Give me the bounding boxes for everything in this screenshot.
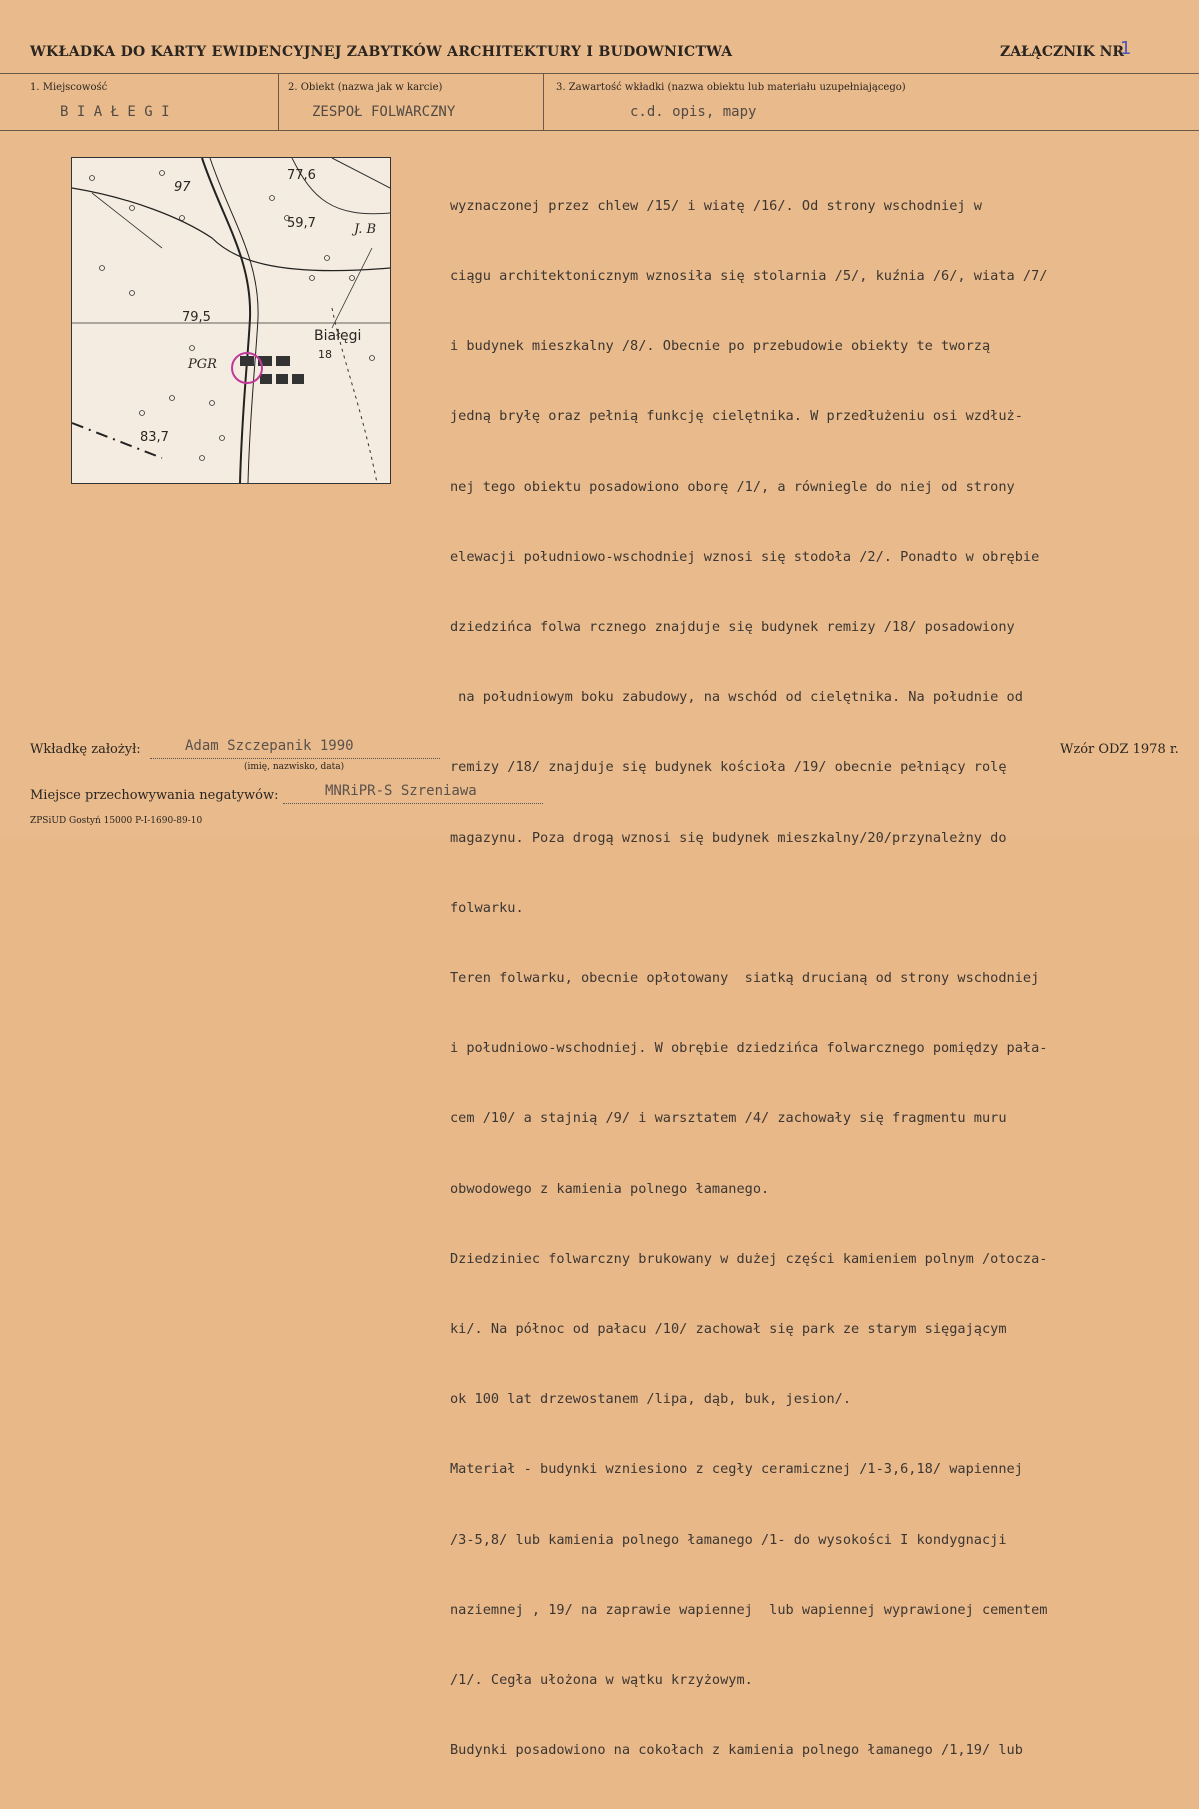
printer-imprint: ZPSiUD Gostyń 15000 P-I-1690-89-10	[30, 816, 203, 826]
storage-line	[283, 803, 543, 804]
header-rule	[0, 73, 1199, 74]
author-value: Adam Szczepanik 1990	[185, 738, 354, 754]
form-version: Wzór ODZ 1978 r.	[1060, 742, 1179, 757]
text-line: Dziedziniec folwarczny brukowany w dużej części kamieniem polnym /otoczа-	[450, 1250, 1048, 1267]
map-label-elevation-59: 59,7	[287, 216, 316, 231]
object-label: 2. Obiekt (nazwa jak w karcie)	[288, 82, 443, 93]
locality-value: B I A Ł E G I	[60, 104, 170, 120]
text-line: i południowo-wschodniej. W obrębie dziedzińca folwarcznego pomiędzy pała-	[450, 1040, 1048, 1057]
author-line	[150, 758, 440, 759]
map-label-elevation-97: 97	[174, 180, 191, 195]
card-title: WKŁADKA DO KARTY EWIDENCYJNEJ ZABYTKÓW ARCHITEKTURY I BUDOWNICTWA	[30, 44, 733, 60]
map-label-elevation-79: 79,5	[182, 310, 211, 325]
text-line: naziemnej , 19/ na zaprawie wapiennej lub wapiennej wyprawionej cementem	[450, 1601, 1048, 1618]
map-label-jb: J. B	[354, 222, 377, 237]
map-label-18: 18	[318, 348, 332, 361]
map-label-elevation-83: 83,7	[140, 430, 169, 445]
text-line: ok 100 lat drzewostanem /lipa, dąb, buk, jesion/.	[450, 1391, 852, 1408]
text-line: i budynek mieszkalny /8/. Obecnie po przebudowie obiekty te tworzą	[450, 338, 991, 355]
text-line: nej tego obiektu posadowiono oborę /1/, a równiegle do niej od strony	[450, 478, 1015, 495]
text-line: dziedzińca folwa rcznego znajduje się budynek remizy /18/ posadowiony	[450, 619, 1015, 636]
locality-label: 1. Miejscowość	[30, 82, 108, 93]
field-divider-2	[543, 73, 544, 130]
annex-number: 1	[1120, 38, 1132, 59]
field-divider-1	[278, 73, 279, 130]
map-label-elevation-77: 77,6	[287, 168, 316, 183]
text-line: /1/. Cegła ułożona w wątku krzyżowym.	[450, 1672, 753, 1689]
author-label: Wkładkę założył:	[30, 742, 141, 757]
text-line: /3-5,8/ lub kamienia polnego łamanego /1- do wysokości I kondygnacji	[450, 1531, 1007, 1548]
text-line: magazynu. Poza drogą wznosi się budynek mieszkalny/20/przynależny do	[450, 829, 1007, 846]
map-label-bialegi: Białęgi	[314, 328, 362, 344]
text-line: elewacji południowo-wschodniej wznosi się stodoła /2/. Ponadto w obrębie	[450, 548, 1040, 565]
storage-value: MNRiPR-S Szreniawa	[325, 783, 477, 799]
contents-label: 3. Zawartość wkładki (nazwa obiektu lub materiału uzupełniającego)	[556, 82, 906, 93]
text-line: Materiał - budynki wzniesiono z cegły ceramicznej /1-3,6,18/ wapiennej	[450, 1461, 1023, 1478]
text-line: folwarku.	[450, 899, 524, 916]
map-drawing	[72, 158, 390, 483]
text-line: jedną bryłę oraz pełnią funkcję cielętnika. W przedłużeniu osi wzdłuż-	[450, 408, 1023, 425]
text-line: wyznaczonej przez chlew /15/ i wiatę /16/. Od strony wschodniej w	[450, 197, 982, 214]
text-line: Budynki posadowiono na cokołach z kamienia polnego łamanego /1,19/ lub	[450, 1742, 1023, 1759]
text-line: obwodowego z kamienia polnego łamanego.	[450, 1180, 770, 1197]
text-line: cem /10/ a stajnią /9/ i warsztatem /4/ zachowały się fragmentu muru	[450, 1110, 1007, 1127]
author-hint: (imię, nazwisko, data)	[244, 762, 345, 772]
object-value: ZESPOŁ FOLWARCZNY	[312, 104, 456, 120]
text-line: ki/. Na północ od pałacu /10/ zachował się park ze starym sięgającym	[450, 1321, 1007, 1338]
annex-label: ZAŁĄCZNIK NR	[1000, 44, 1125, 60]
location-map	[71, 157, 391, 484]
text-line: Teren folwarku, obecnie opłotowany siatką drucianą od strony wschodniej	[450, 970, 1040, 987]
text-line: ciągu architektonicznym wznosiła się stolarnia /5/, kuźnia /6/, wiata /7/	[450, 268, 1048, 285]
text-line: remizy /18/ znajduje się budynek kościoła /19/ obecnie pełniący rolę	[450, 759, 1007, 776]
fields-rule	[0, 130, 1199, 131]
map-label-pgr: PGR	[188, 357, 217, 372]
contents-value: c.d. opis, mapy	[630, 104, 757, 120]
description-text	[450, 148, 1190, 1809]
text-line: na południowym boku zabudowy, na wschód od cielętnika. Na południe od	[450, 689, 1023, 706]
storage-label: Miejsce przechowywania negatywów:	[30, 788, 279, 803]
